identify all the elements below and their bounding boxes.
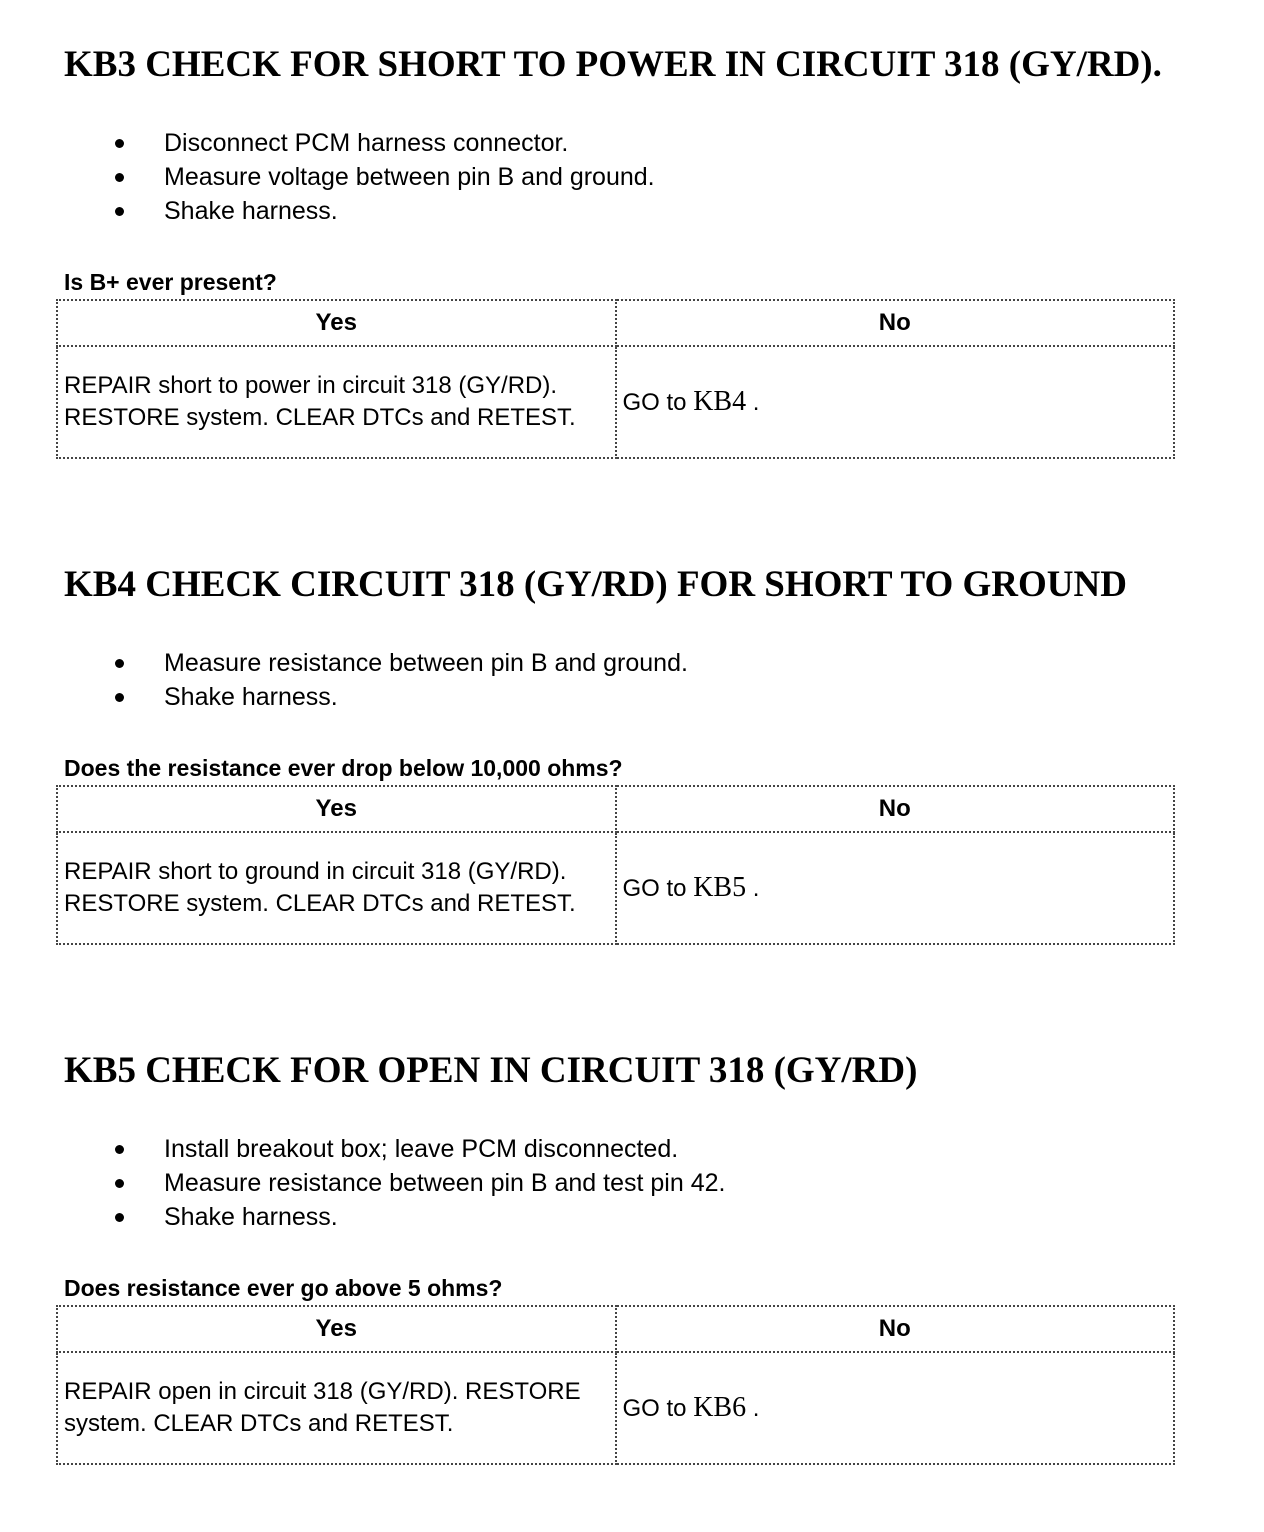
test-step-section	[56, 565, 1176, 945]
step-item	[56, 126, 1176, 160]
no-action	[616, 832, 1175, 944]
section-title: KB4 CHECK CIRCUIT 318 (GY/RD) FOR SHORT TO GROUND	[64, 564, 1127, 605]
yes-header: Yes	[57, 1306, 616, 1352]
bullet-icon	[115, 1145, 124, 1154]
goto-link[interactable]: KB5	[693, 871, 747, 903]
step-item	[56, 160, 1176, 194]
step-list	[56, 126, 1176, 228]
no-action	[616, 1352, 1175, 1464]
question: Does the resistance ever drop below 10,000 ohms?	[64, 755, 623, 781]
step-item	[56, 680, 1176, 714]
step-item	[56, 1132, 1176, 1166]
goto-link[interactable]: KB4	[693, 385, 747, 417]
bullet-icon	[115, 693, 124, 702]
decision-table	[56, 299, 1175, 459]
step-list	[56, 1132, 1176, 1234]
step-text: Shake harness.	[164, 683, 338, 711]
yes-header: Yes	[57, 300, 616, 346]
step-list	[56, 646, 1176, 714]
step-text: Measure voltage between pin B and ground.	[164, 163, 655, 191]
test-step-section	[56, 1051, 1176, 1465]
yes-header: Yes	[57, 786, 616, 832]
no-suffix: .	[746, 874, 760, 902]
yes-action: REPAIR short to ground in circuit 318 (GY/RD). RESTORE system. CLEAR DTCs and RETEST.	[57, 832, 616, 944]
no-header: No	[616, 786, 1175, 832]
no-prefix: GO to	[622, 388, 694, 416]
no-prefix: GO to	[622, 874, 694, 902]
goto-link[interactable]: KB6	[693, 1391, 747, 1423]
step-text: Disconnect PCM harness connector.	[164, 129, 569, 157]
step-item	[56, 1166, 1176, 1200]
bullet-icon	[115, 659, 124, 668]
bullet-icon	[115, 207, 124, 216]
decision-table	[56, 785, 1175, 945]
no-prefix: GO to	[622, 1394, 694, 1422]
step-text: Shake harness.	[164, 1203, 338, 1231]
bullet-icon	[115, 1179, 124, 1188]
step-text: Install breakout box; leave PCM disconnected.	[164, 1135, 679, 1163]
step-text: Measure resistance between pin B and ground.	[164, 649, 688, 677]
question: Is B+ ever present?	[64, 269, 277, 295]
yes-action: REPAIR short to power in circuit 318 (GY/RD). RESTORE system. CLEAR DTCs and RETEST.	[57, 346, 616, 458]
bullet-icon	[115, 173, 124, 182]
section-title: KB5 CHECK FOR OPEN IN CIRCUIT 318 (GY/RD)	[64, 1050, 918, 1091]
section-title: KB3 CHECK FOR SHORT TO POWER IN CIRCUIT 318 (GY/RD).	[64, 44, 1162, 85]
no-action	[616, 346, 1175, 458]
step-item	[56, 194, 1176, 228]
decision-table	[56, 1305, 1175, 1465]
test-step-section	[56, 45, 1176, 459]
bullet-icon	[115, 1213, 124, 1222]
no-header: No	[616, 1306, 1175, 1352]
yes-action: REPAIR open in circuit 318 (GY/RD). RESTORE system. CLEAR DTCs and RETEST.	[57, 1352, 616, 1464]
step-text: Measure resistance between pin B and test pin 42.	[164, 1169, 726, 1197]
step-text: Shake harness.	[164, 197, 338, 225]
no-suffix: .	[746, 388, 760, 416]
no-suffix: .	[746, 1394, 760, 1422]
bullet-icon	[115, 139, 124, 148]
no-header: No	[616, 300, 1175, 346]
question: Does resistance ever go above 5 ohms?	[64, 1275, 503, 1301]
step-item	[56, 1200, 1176, 1234]
step-item	[56, 646, 1176, 680]
